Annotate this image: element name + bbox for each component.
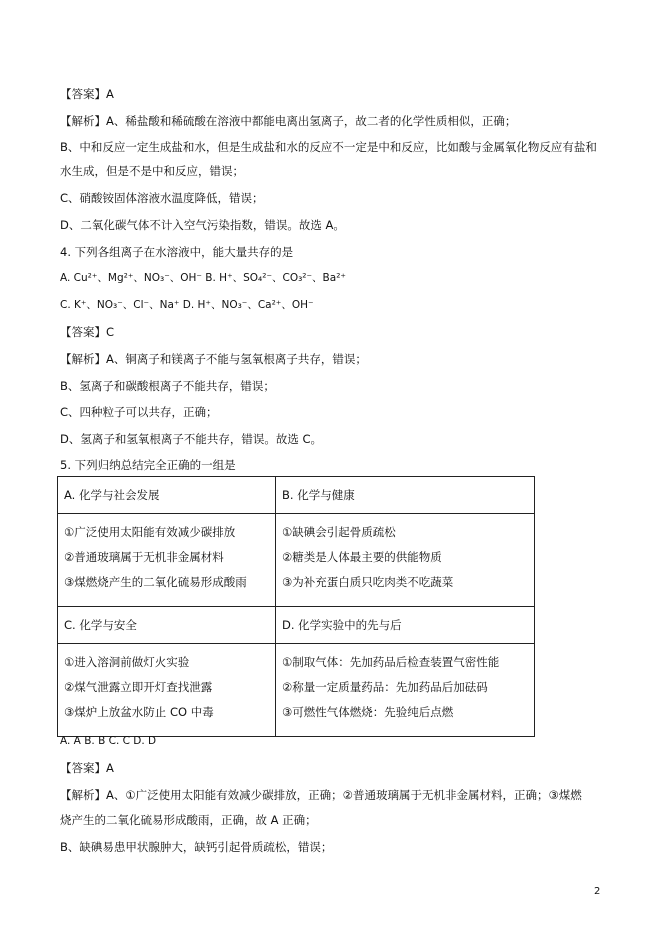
list-item: ②糖类是人体最主要的供能物质 (282, 550, 442, 564)
table-cell-b-items (276, 514, 535, 607)
q4-options-line: A. Cu²⁺、Mg²⁺、NO₃⁻、OH⁻ B. H⁺、SO₄²⁻、CO₃²⁻、Ba²⁺ (60, 272, 346, 284)
list-item: ②普通玻璃属于无机非金属材料 (64, 550, 224, 564)
q3-analysis-line: C、硝酸铵固体溶液水温度降低，错误； (60, 191, 264, 205)
q3-analysis-line: B、中和反应一定生成盐和水，但是生成盐和水的反应不一定是中和反应，比如酸与金属氧化物反应有盐和 (60, 140, 597, 154)
page-number: 2 (594, 886, 601, 897)
q5-options: A. A B. B C. C D. D (60, 735, 157, 747)
q3-analysis-line: D、二氧化碳气体不计入空气污染指数，错误。故选 A。 (60, 218, 345, 232)
summary-table (57, 476, 535, 737)
q3-analysis-line: 【解析】A、稀盐酸和稀硫酸在溶液中都能电离出氢离子，故二者的化学性质相似，正确； (60, 114, 517, 128)
q3-answer: 【答案】A (60, 87, 114, 101)
list-item: ①进入溶洞前做灯火实验 (64, 655, 190, 669)
q5-analysis-line: 【解析】A、①广泛使用太阳能有效减少碳排放，正确；②普通玻璃属于无机非金属材料，正确；③煤燃 (60, 788, 582, 802)
q5-stem: 5. 下列归纳总结完全正确的一组是 (60, 458, 236, 472)
list-item: ①广泛使用太阳能有效减少碳排放 (64, 525, 236, 539)
table-cell-c-items (58, 644, 276, 737)
table-cell-a-title: A. 化学与社会发展 (58, 477, 276, 514)
list-item: ③为补充蛋白质只吃肉类不吃蔬菜 (282, 575, 454, 589)
list-item: ①制取气体：先加药品后检查装置气密性能 (282, 655, 500, 669)
q4-analysis-line: D、氢离子和氢氧根离子不能共存，错误。故选 C。 (60, 432, 323, 446)
list-item: ③可燃性气体燃烧：先验纯后点燃 (282, 705, 454, 719)
q5-analysis-line: 烧产生的二氧化硫易形成酸雨，正确，故 A 正确； (60, 813, 317, 827)
q4-answer: 【答案】C (60, 325, 115, 339)
q4-analysis-line: C、四种粒子可以共存，正确； (60, 405, 218, 419)
q4-stem: 4. 下列各组离子在水溶液中，能大量共存的是 (60, 245, 294, 259)
list-item: ③煤炉上放盆水防止 CO 中毒 (64, 705, 214, 719)
q5-analysis-line: B、缺碘易患甲状腺肿大，缺钙引起骨质疏松，错误； (60, 840, 333, 854)
list-item: ②煤气泄露立即开灯查找泄露 (64, 680, 213, 694)
table-cell-a-items (58, 514, 276, 607)
q4-analysis-line: B、氢离子和碳酸根离子不能共存，错误； (60, 379, 275, 393)
q4-analysis-line: 【解析】A、铜离子和镁离子不能与氢氧根离子共存，错误； (60, 352, 367, 366)
table-cell-d-items (276, 644, 535, 737)
list-item: ③煤燃烧产生的二氧化硫易形成酸雨 (64, 575, 247, 589)
q4-options-line: C. K⁺、NO₃⁻、Cl⁻、Na⁺ D. H⁺、NO₃⁻、Ca²⁺、OH⁻ (60, 299, 314, 311)
table-cell-d-title: D. 化学实验中的先与后 (276, 607, 535, 644)
list-item: ②称量一定质量药品：先加药品后加砝码 (282, 680, 488, 694)
q3-analysis-line: 水生成，但是不是中和反应，错误； (60, 164, 244, 178)
table-cell-c-title: C. 化学与安全 (58, 607, 276, 644)
list-item: ①缺碘会引起骨质疏松 (282, 525, 396, 539)
q5-answer: 【答案】A (60, 761, 114, 775)
table-cell-b-title: B. 化学与健康 (276, 477, 535, 514)
